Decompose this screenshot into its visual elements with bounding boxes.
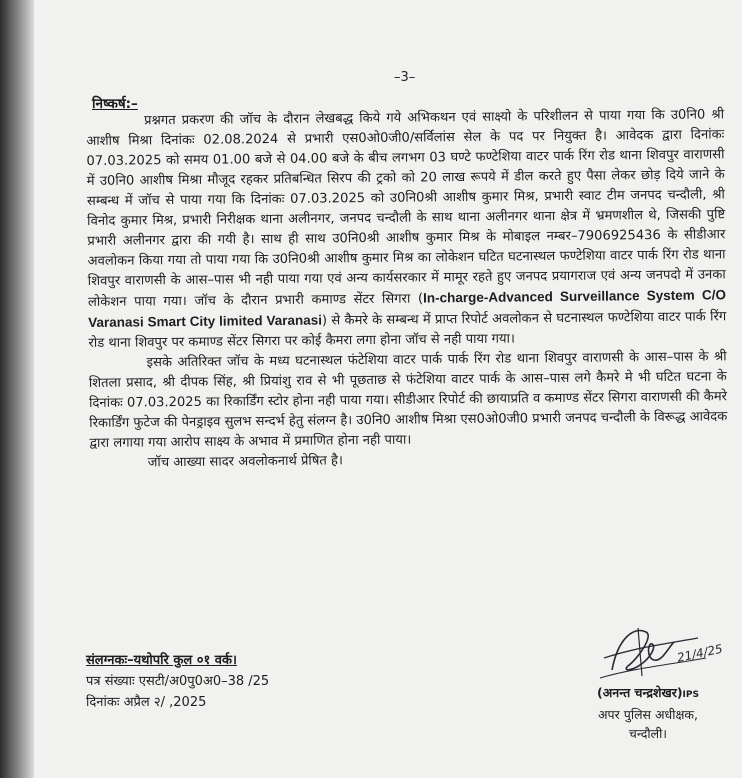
signatory-name: (अनन्त चन्द्रशेखर) xyxy=(597,685,683,700)
conclusion-heading: निष्कर्ष:– xyxy=(92,96,138,112)
letter-number: पत्र संख्याः एसटी/अ0पु0अ0–38 /25 xyxy=(86,674,270,689)
paragraph-1: प्रश्नगत प्रकरण की जॉच के दौरान लेखबद्ध किये गये अभिकथन एवं साक्ष्यो के परिशीलन से पाया गया कि उ0नि0 श्री आशीष मिश्रा दिनांकः 02.08.2024 से प्रभारी एस0ओ0जी0/सर्विलांस सेल के पद पर नियुक्त है। आवेदक द्वारा दिनांकः 07.03.2025 को समय 01.00 बजे से 04.00 बजे के बीच लगभग 03 घण्टे फण्टेशिया वाटर पार्क रिंग रोड थाना शिवपुर वाराणसी में उ0नि0 आशीष मिश्रा मौजूद रहकर प्रतिबन्धित सिरप की ट्रको को 20 लाख रूपये में डील करते हुए पैसा लेकर छोड़ दिये जाने के सम्बन्ध में जॉच से पाया गया कि दिनांकः 07.03.2025 को उ0नि0श्री आशीष कुमार मिश्र, प्रभारी स्वाट टीम जनपद चन्दौली, श्री विनोद कुमार मिश्र, प्रभारी निरीक्षक थाना अलीनगर, जनपद चन्दौली के साथ थाना अलीनगर थाना क्षेत्र में भ्रमणशील थे, जिसकी पुष्टि प्रभारी अलीनगर द्वारा की गयी है। साथ ही साथ उ0नि0श्री आशीष कुमार मिश्र के मोबाइल नम्बर–7906925436 के सीडीआर अवलोकन किया गया तो पाया गया कि उ0नि0श्री आशीष कुमार मिश्र का लोकेशन घटित घटनास्थल फण्टेशिया वाटर पार्क रिंग रोड थाना शिवपुर वाराणसी के आस–पास भी नही पाया गया एवं अन्य कार्यसरकार में मामूर रहते हुए जनपद प्रयागराज एवं अन्य जनपदो में उनका लोकेशन पाया गया। जॉच के दौरान प्रभारी कमाण्ड सेंटर सिगरा (In-charge-Advanced Surveillance System C/O Varanasi Smart City limited Varanasi) से कैमरे के सम्बन्ध में प्राप्त रिपोर्ट अवलोकन से घटनास्थल फण्टेशिया वाटर पार्क रिंग रोड थाना शिवपुर पर कमाण्ड सेंटर सिगरा पर कोई कैमरा लगा होना जॉच से नही पाया गया। xyxy=(86,107,727,351)
signature-date: 21/4/25 xyxy=(675,641,724,665)
letter-footer xyxy=(86,650,269,713)
signatory-block xyxy=(548,683,742,743)
paragraph-3: जॉच आख्या सादर अवलोकनार्थ प्रेषित है। xyxy=(147,453,343,471)
document-page xyxy=(34,0,742,778)
letter-date: दिनांकः अप्रैल २/ ,2025 xyxy=(86,695,207,710)
report-body xyxy=(86,105,728,474)
signatory-designation: अपर पुलिस अधीक्षक, xyxy=(598,707,698,722)
paragraph-2: इसके अतिरिक्त जॉच के मध्य घटनास्थल फंटेशिया वाटर पार्क पार्क रिंग रोड थाना शिवपुर वाराणसी के आस–पास के श्री शितला प्रसाद, श्री दीपक सिंह, श्री प्रियांशु राव से भी पूछताछ से फंटेशिया वाटर पार्क के आस–पास लगे कैमरे मे भी घटित घटना के दिनांकः 07.03.2025 का रिकार्डिंग स्टोर होना नही पाया गया। सीडीआर रिपोर्ट की छायाप्रति व कमाण्ड सेंटर सिगरा वाराणसी की कैमरे रिकार्डिंग फुटेज की पेनड्राइव सुलभ सन्दर्भ हेतु संलग्न है। उ0नि0 आशीष मिश्रा एस0ओ0जी0 प्रभारी जनपद चन्दौली के विरूद्ध आवेदक द्वारा लगाया गया आरोप साक्ष्य के अभाव में प्रमाणित होना नही पाया। xyxy=(88,349,728,451)
handwritten-signature xyxy=(594,618,734,688)
signatory-service: IPS xyxy=(682,690,699,700)
page-shadow-edge xyxy=(0,0,34,778)
page-number: –3– xyxy=(394,70,416,85)
enclosure-line: संलग्नकः–यथोपरि कुल ०१ वर्क। xyxy=(86,653,237,668)
signatory-district: चन्दौली। xyxy=(628,726,668,741)
bold-reference: In-charge-Advanced Surveillance System C/O Varanasi Smart City limited Varanasi xyxy=(88,287,727,330)
